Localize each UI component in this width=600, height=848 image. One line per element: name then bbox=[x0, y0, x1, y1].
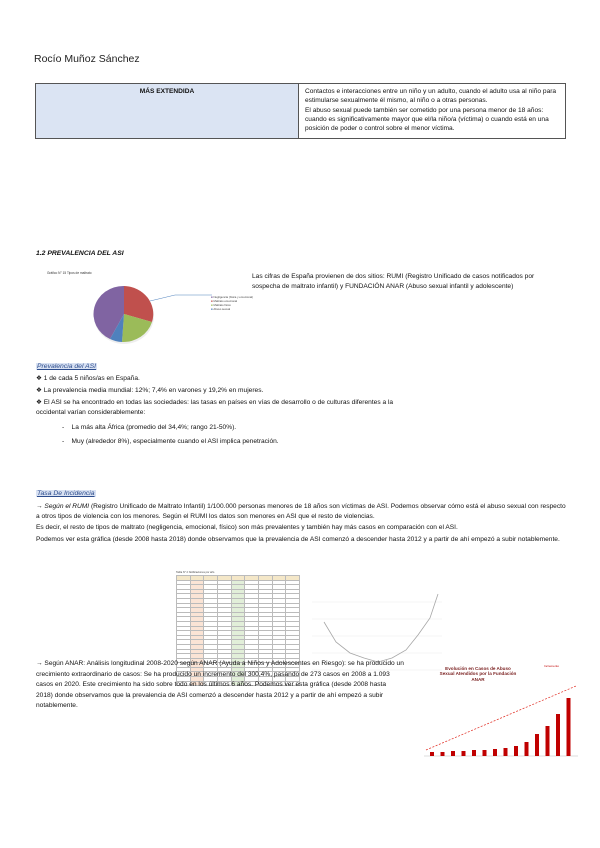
bar bbox=[567, 698, 571, 756]
bar bbox=[546, 726, 550, 756]
prevalence-bullet: ❖ La prevalencia media mundial: 12%; 7,4% en varones y 19,2% en mujeres. bbox=[36, 387, 264, 394]
anar-chart-note: Incremento bbox=[544, 664, 560, 668]
bullet-icon: ❖ bbox=[36, 375, 42, 382]
pie-title: Gráfico N° 15 Tipos de maltrato bbox=[47, 271, 92, 275]
table-caption: Tabla N° 2 Notificaciones por año bbox=[176, 571, 215, 574]
bar bbox=[535, 734, 539, 756]
legend-item: ■ Maltrato físico bbox=[211, 303, 231, 308]
bar bbox=[483, 750, 487, 756]
bar bbox=[514, 746, 518, 756]
incidence-paragraph: Podemos ver esta gráfica (desde 2008 hasta 2018) donde observamos que la prevalencia de ASI comenzó a descender hasta 2012 y a partir de ahí empezó a subir notablemente. bbox=[36, 535, 560, 543]
bar bbox=[556, 714, 560, 756]
pie-legend bbox=[211, 295, 253, 311]
section-heading: 1.2 PREVALENCIA DEL ASI bbox=[36, 250, 124, 257]
anar-bar-chart bbox=[420, 680, 582, 760]
pie-chart bbox=[90, 283, 158, 345]
bar bbox=[472, 750, 476, 756]
legend-item: ■ Abuso sexual bbox=[211, 307, 231, 312]
bar bbox=[504, 748, 508, 756]
bullet-icon: ❖ bbox=[36, 399, 42, 406]
incidence-paragraph: Es decir, el resto de tipos de maltrato (negligencia, emocional, físico) son más prevalentes y también hay más casos en comparación con el ASI. bbox=[36, 524, 458, 532]
prevalence-bullet: ❖ El ASI se ha encontrado en todas las sociedades: las tasas en países en vías de desarrollo o de culturas diferentes a la occidental varían considerablemente: bbox=[36, 399, 394, 416]
author-name: Rocío Muñoz Sánchez bbox=[34, 53, 140, 65]
bar bbox=[525, 742, 529, 756]
bullet-icon: ❖ bbox=[36, 387, 42, 394]
prevalence-heading: Prevalencia del ASI bbox=[37, 363, 97, 370]
prevalence-sub-bullet: - Muy (alrededor 8%), especialmente cuando el ASI implica penetración. bbox=[62, 438, 279, 445]
legend-item: ■ Negligencia (física y emocional) bbox=[211, 295, 253, 299]
definition-paragraph: Contactos e interacciones entre un niño y un adulto, cuando el adulto usa al niño para estimularse sexualmente él mismo, al niño o a otras personas. bbox=[305, 88, 557, 104]
dash-icon: - bbox=[62, 424, 65, 431]
bar bbox=[441, 752, 445, 756]
bar bbox=[493, 749, 497, 756]
bar bbox=[462, 751, 466, 756]
prevalence-sub-bullet: - La más alta África (promedio del 34,4%; rango 21-50%). bbox=[62, 424, 237, 431]
bar bbox=[430, 752, 434, 756]
anar-paragraph: → Según ANAR: Análisis longitudinal 2008-2020 según ANAR (Ayuda a Niños y Adolescentes en Riesgo): se ha producido un crecimiento extraordinario de casos: Se ha producido un incremento del 300,4%, pasando de 273 casos en 2008 a 1.093 casos en 2020. Este crecimiento ha sido sobre todo en los últimos 6 años. Podemos ver esta gráfica (desde 2008 hasta 2018) donde observamos que la prevalencia de ASI comenzó a descender hasta 2012 y a partir de ahí empezó a subir notablemente. bbox=[36, 660, 404, 710]
bar bbox=[451, 751, 455, 756]
rumi-paragraph: → Según el RUMI (Registro Unificado de Maltrato Infantil) 1/100.000 personas menores de 18 años son víctimas de ASI. Podemos observar cómo está el abuso sexual con respecto a otros tipos de violencia con los menores. Según el RUMI los datos son menores en ASI que el resto de violencias. bbox=[36, 503, 566, 521]
anar-chart-title: Evolución en Casos de Abuso Sexual Atendidos por la Fundación ANAR bbox=[439, 666, 517, 682]
trend-line bbox=[426, 686, 576, 750]
sources-paragraph: Las cifras de España provienen de dos sitios: RUMI (Registro Unificado de casos notificados por sospecha de maltrato infantil) y FUNDACIÓN ANAR (Abuso sexual infantil y adolescente) bbox=[252, 273, 535, 290]
definition-text bbox=[299, 84, 566, 139]
dash-icon: - bbox=[62, 438, 65, 445]
incidence-body bbox=[36, 502, 566, 546]
line-series bbox=[324, 594, 438, 662]
definition-table bbox=[35, 83, 566, 139]
definition-term: MÁS EXTENDIDA bbox=[36, 84, 299, 139]
prevalence-bullet: ❖ 1 de cada 5 niños/as en España. bbox=[36, 375, 140, 382]
definition-paragraph: El abuso sexual puede también ser cometido por una persona menor de 18 años: cuando es significativamente mayor que el/la niño/a (víctima) o cuando está en una posición de poder o control sobre el menor víctima. bbox=[305, 106, 549, 132]
pie-leader-lines bbox=[150, 293, 215, 303]
legend-item: ■ Maltrato emocional bbox=[211, 299, 238, 304]
incidence-heading: Tasa De Incidencia bbox=[37, 490, 95, 497]
